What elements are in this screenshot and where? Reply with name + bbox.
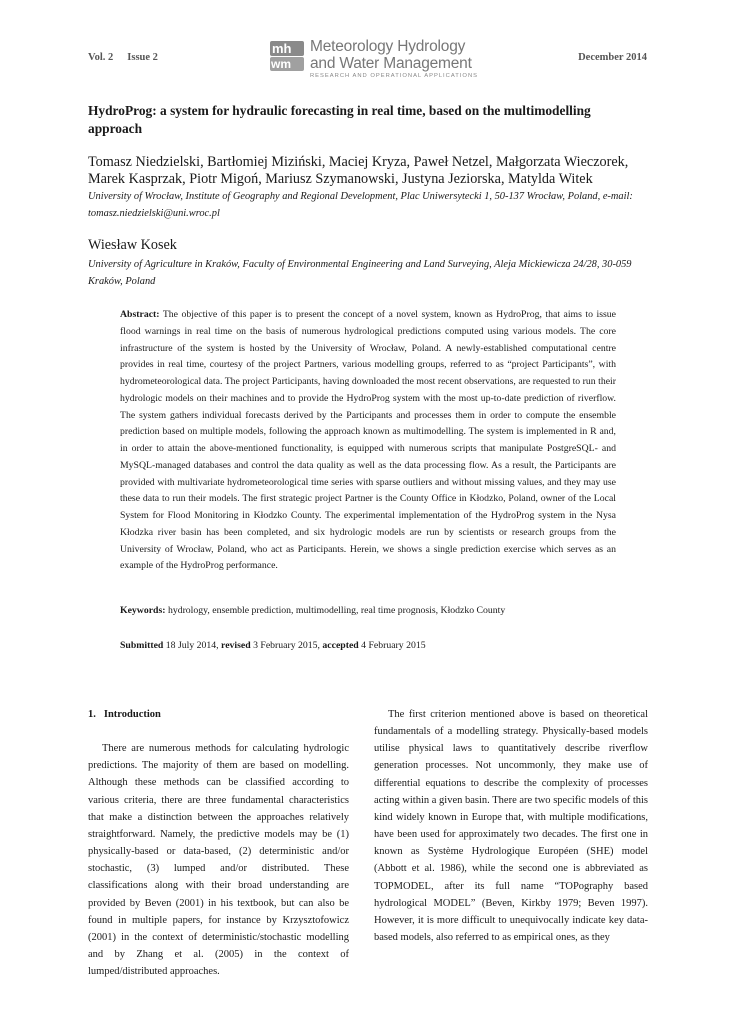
section-heading	[88, 706, 349, 723]
revised-date: 3 February 2015,	[253, 640, 320, 651]
body-column-left	[88, 706, 349, 980]
submitted-label: Submitted	[120, 640, 164, 651]
keywords-label: Keywords:	[120, 605, 166, 616]
journal-subtitle: RESEARCH AND OPERATIONAL APPLICATIONS	[310, 73, 478, 79]
keywords-text: hydrology, ensemble prediction, multimodelling, real time prognosis, Kłodzko County	[167, 605, 506, 616]
journal-name-line2: and Water Management	[310, 55, 472, 72]
volume-issue	[88, 52, 172, 63]
abstract-label: Abstract:	[120, 309, 160, 320]
journal-logo-icon	[270, 41, 304, 71]
svg-text:wm: wm	[271, 57, 292, 71]
body-paragraph: There are numerous methods for calculating hydrologic predictions. The majority of them are based on modelling. Although these methods can be classified according to various criteria, there are three fundamental characteristics that make a distinction between the approaches relatively straightforward. Namely, the predictive models may be (1) physically-based or data-based, (2) deterministic and/or stochastic, (3) lumped and/or distributed. These classifications along with their broad understanding are provided by Beven (2001) in his textbook, but can also be found in multiple papers, for instance by Krzysztofowicz (2001) in the context of deterministic/stochastic modelling and by Zhang et al. (2005) in the context of lumped/distributed approaches.	[88, 743, 349, 978]
journal-logo	[270, 38, 478, 82]
affiliation-1: University of Wrocław, Institute of Geography and Regional Development, Plac Uniwersytecki 1, 50-137 Wrocław, Poland, e-mail: tomasz.niedzielski@uni.wroc.pl	[88, 191, 633, 219]
submitted-date: 18 July 2014,	[165, 640, 219, 651]
page-header	[88, 36, 647, 82]
body-column-right	[374, 706, 648, 946]
affiliation-2: University of Agriculture in Kraków, Faculty of Environmental Engineering and Land Surveying, Aleja Mickiewicza 24/28, 30-059 Kraków, Poland	[88, 259, 632, 287]
issue-label: Issue 2	[127, 52, 158, 63]
svg-text:mh: mh	[272, 41, 292, 56]
keywords	[120, 605, 616, 616]
issue-date: December 2014	[578, 52, 647, 63]
section-title: Introduction	[103, 709, 161, 720]
revised-label: revised	[221, 640, 251, 651]
submission-dates	[120, 640, 616, 651]
abstract-text: The objective of this paper is to present the concept of a novel system, known as HydroProg, that aims to issue flood warnings in real time on the basis of numerous hydrological predictions computed using various models. The core infrastructure of the system is hosted by the University of Wrocław, Poland. A newly-established computational centre provides in real time, courtesy of the project Partners, various modelling groups, referred to as “project Participants”, with hydrometeorological data. The project Participants, having downloaded the most recent observations, are requested to run their hydrologic models on their machines and to provide the HydroProg system with the most up-to-date prediction of riverflow. The system gathers individual forecasts derived by the Participants and processes them in order to compute the ensemble prediction based on multiple models, following the approach known as multimodelling. The system is implemented in R and, in order to attain the above-mentioned functionality, is equipped with numerous scripts that manipulate PostgreSQL- and MySQL-managed databases and control the data quality as well as the data processing flow. As a result, the Participants are provided with multivariate hydrometeorological time series with sparse outliers and without missing values, and they may use these data to run their models. The first strategic project Partner is the County Office in Kłodzko, Poland, owner of the Local System for Flood Monitoring in Kłodzko County. The experimental implementation of the HydroProg system in the Nysa Kłodzka river basin has been completed, and six hydrologic models are run by scientists or research groups from the University of Wrocław, Poland, who act as Participants. Herein, we shows a single prediction exercise which serves as an example of the HydroProg performance.	[120, 309, 616, 572]
accepted-date: 4 February 2015	[361, 640, 426, 651]
section-number: 1.	[88, 709, 96, 720]
accepted-label: accepted	[322, 640, 359, 651]
author-list-2: Wiesław Kosek	[88, 237, 177, 253]
paper-title: HydroProg: a system for hydraulic forecasting in real time, based on the multimodelling approach	[88, 103, 591, 136]
author-list-1: Tomasz Niedzielski, Bartłomiej Miziński, Maciej Kryza, Paweł Netzel, Małgorzata Wieczorek, Marek Kasprzak, Piotr Migoń, Mariusz Szymanowski, Justyna Jeziorska, Matylda Witek	[88, 154, 629, 187]
abstract	[120, 307, 616, 575]
body-paragraph: The first criterion mentioned above is based on theoretical fundamentals of a modelling strategy. Physically-based models utilise physical laws to quantitatively describe riverflow generation processes. Not uncommonly, they make use of differential equations to describe the complexity of processes acting within a given basin. There are two specific models of this kind widely known in Europe that, with multiple modifications, have been used for approximately two decades. The first one in known as Système Hydrologique Européen (SHE) model (Abbott et al. 1986), while the second one is abbreviated as TOPMODEL, after its full name “TOPography based hydrological MODEL” (Beven, Kirkby 1979; Beven 1997). However, it is more difficult to unequivocally indicate key data-based models, also referred to as empirical ones, as they	[374, 709, 648, 944]
journal-name-line1: Meteorology Hydrology	[310, 38, 466, 55]
volume-label: Vol. 2	[88, 52, 114, 63]
